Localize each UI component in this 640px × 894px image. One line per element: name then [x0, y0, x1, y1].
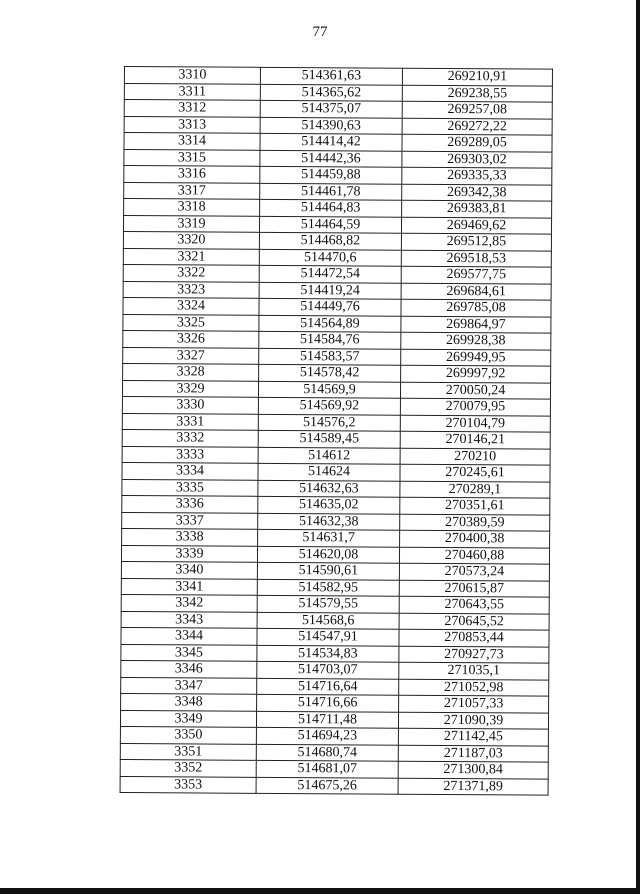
x-coordinate-cell: 514632,38 — [258, 513, 400, 530]
point-number-cell: 3334 — [122, 462, 258, 479]
y-coordinate-cell: 269257,08 — [402, 101, 552, 118]
y-coordinate-cell: 271300,84 — [398, 761, 548, 778]
point-number-cell: 3337 — [122, 512, 258, 529]
x-coordinate-cell: 514694,23 — [256, 727, 398, 744]
table-row — [121, 545, 549, 564]
x-coordinate-cell: 514711,48 — [256, 711, 398, 728]
table-row — [124, 67, 552, 86]
point-number-cell: 3329 — [122, 380, 258, 397]
table-row — [124, 199, 552, 218]
x-coordinate-cell: 514361,63 — [260, 67, 402, 84]
table-row — [122, 512, 550, 531]
y-coordinate-cell: 270400,38 — [400, 530, 550, 547]
point-number-cell: 3352 — [120, 759, 256, 776]
x-coordinate-cell: 514716,64 — [257, 678, 399, 695]
y-coordinate-cell: 271035,1 — [399, 662, 549, 679]
x-coordinate-cell: 514390,63 — [260, 117, 402, 134]
x-coordinate-cell: 514716,66 — [257, 694, 399, 711]
y-coordinate-cell: 269342,38 — [402, 184, 552, 201]
scan-edge-right — [636, 0, 640, 894]
y-coordinate-cell: 270146,21 — [400, 431, 550, 448]
y-coordinate-cell: 269997,92 — [401, 365, 551, 382]
y-coordinate-cell: 271057,33 — [399, 695, 549, 712]
x-coordinate-cell: 514442,36 — [260, 150, 402, 167]
point-number-cell: 3348 — [121, 693, 257, 710]
y-coordinate-cell: 270079,95 — [400, 398, 550, 415]
x-coordinate-cell: 514635,02 — [258, 496, 400, 513]
y-coordinate-cell: 269383,81 — [402, 200, 552, 217]
table-row — [121, 578, 549, 597]
y-coordinate-cell: 269335,33 — [402, 167, 552, 184]
table-row — [122, 479, 550, 498]
y-coordinate-cell: 270289,1 — [400, 481, 550, 498]
x-coordinate-cell: 514375,07 — [260, 100, 402, 117]
table-row — [122, 495, 550, 514]
x-coordinate-cell: 514703,07 — [257, 661, 399, 678]
table-row — [120, 710, 548, 729]
y-coordinate-cell: 270050,24 — [400, 382, 550, 399]
y-coordinate-cell: 271052,98 — [399, 679, 549, 696]
x-coordinate-cell: 514583,57 — [259, 348, 401, 365]
x-coordinate-cell: 514680,74 — [256, 744, 398, 761]
x-coordinate-cell: 514569,92 — [258, 397, 400, 414]
point-number-cell: 3340 — [121, 561, 257, 578]
table-row — [122, 413, 550, 432]
table-row — [121, 594, 549, 613]
x-coordinate-cell: 514470,6 — [259, 249, 401, 266]
point-number-cell: 3335 — [122, 479, 258, 496]
table-row — [123, 314, 551, 333]
y-coordinate-cell: 269238,55 — [402, 85, 552, 102]
y-coordinate-cell: 270351,61 — [400, 497, 550, 514]
point-number-cell: 3344 — [121, 627, 257, 644]
y-coordinate-cell: 270245,61 — [400, 464, 550, 481]
table-row — [123, 347, 551, 366]
table-row — [124, 83, 552, 102]
y-coordinate-cell: 269684,61 — [401, 283, 551, 300]
table-row — [123, 363, 551, 382]
x-coordinate-cell: 514579,55 — [257, 595, 399, 612]
point-number-cell: 3328 — [123, 363, 259, 380]
x-coordinate-cell: 514564,89 — [259, 315, 401, 332]
table-row — [120, 743, 548, 762]
table-row — [123, 248, 551, 267]
point-number-cell: 3312 — [124, 100, 260, 117]
x-coordinate-cell: 514449,76 — [259, 298, 401, 315]
x-coordinate-cell: 514681,07 — [256, 760, 398, 777]
point-number-cell: 3345 — [121, 644, 257, 661]
x-coordinate-cell: 514582,95 — [257, 579, 399, 596]
x-coordinate-cell: 514589,45 — [258, 430, 400, 447]
y-coordinate-cell: 269512,85 — [401, 233, 551, 250]
point-number-cell: 3346 — [121, 660, 257, 677]
point-number-cell: 3314 — [124, 133, 260, 150]
point-number-cell: 3349 — [120, 710, 256, 727]
point-number-cell: 3323 — [123, 281, 259, 298]
x-coordinate-cell: 514459,88 — [260, 166, 402, 183]
table-row — [121, 611, 549, 630]
x-coordinate-cell: 514620,08 — [257, 546, 399, 563]
y-coordinate-cell: 271142,45 — [398, 728, 548, 745]
y-coordinate-cell: 270643,55 — [399, 596, 549, 613]
x-coordinate-cell: 514576,2 — [258, 414, 400, 431]
point-number-cell: 3320 — [123, 231, 259, 248]
x-coordinate-cell: 514578,42 — [259, 364, 401, 381]
y-coordinate-cell: 269928,38 — [401, 332, 551, 349]
point-number-cell: 3326 — [123, 330, 259, 347]
x-coordinate-cell: 514675,26 — [256, 777, 398, 794]
y-coordinate-cell: 270104,79 — [400, 415, 550, 432]
y-coordinate-cell: 270389,59 — [400, 514, 550, 531]
x-coordinate-cell: 514464,59 — [259, 216, 401, 233]
point-number-cell: 3325 — [123, 314, 259, 331]
table-row — [124, 100, 552, 119]
point-number-cell: 3341 — [121, 578, 257, 595]
y-coordinate-cell: 269949,95 — [401, 349, 551, 366]
table-row — [122, 528, 550, 547]
point-number-cell: 3310 — [124, 67, 260, 84]
point-number-cell: 3322 — [123, 264, 259, 281]
table-row — [124, 182, 552, 201]
x-coordinate-cell: 514631,7 — [258, 529, 400, 546]
x-coordinate-cell: 514534,83 — [257, 645, 399, 662]
table-row — [123, 281, 551, 300]
coordinates-table — [120, 66, 553, 796]
table-row — [123, 215, 551, 234]
table-row — [121, 627, 549, 646]
x-coordinate-cell: 514632,63 — [258, 480, 400, 497]
point-number-cell: 3342 — [121, 594, 257, 611]
x-coordinate-cell: 514365,62 — [260, 84, 402, 101]
y-coordinate-cell: 270573,24 — [399, 563, 549, 580]
y-coordinate-cell: 270645,52 — [399, 613, 549, 630]
y-coordinate-cell: 269469,62 — [401, 217, 551, 234]
x-coordinate-cell: 514461,78 — [260, 183, 402, 200]
scan-edge-bottom — [0, 888, 640, 894]
table-row — [122, 446, 550, 465]
point-number-cell: 3347 — [121, 677, 257, 694]
table-row — [123, 297, 551, 316]
y-coordinate-cell: 269785,08 — [401, 299, 551, 316]
y-coordinate-cell: 269864,97 — [401, 316, 551, 333]
point-number-cell: 3313 — [124, 116, 260, 133]
point-number-cell: 3311 — [124, 83, 260, 100]
x-coordinate-cell: 514584,76 — [259, 331, 401, 348]
table-row — [121, 660, 549, 679]
table-row — [124, 166, 552, 185]
point-number-cell: 3343 — [121, 611, 257, 628]
y-coordinate-cell: 269289,05 — [402, 134, 552, 151]
table-row — [120, 759, 548, 778]
x-coordinate-cell: 514569,9 — [258, 381, 400, 398]
y-coordinate-cell: 270927,73 — [399, 646, 549, 663]
page-number: 77 — [312, 24, 328, 40]
table-row — [122, 396, 550, 415]
table-row — [122, 462, 550, 481]
table-row — [123, 330, 551, 349]
point-number-cell: 3315 — [124, 149, 260, 166]
table-row — [122, 429, 550, 448]
point-number-cell: 3319 — [123, 215, 259, 232]
x-coordinate-cell: 514419,24 — [259, 282, 401, 299]
x-coordinate-cell: 514414,42 — [260, 133, 402, 150]
y-coordinate-cell: 269210,91 — [402, 68, 552, 85]
y-coordinate-cell: 269272,22 — [402, 118, 552, 135]
point-number-cell: 3333 — [122, 446, 258, 463]
y-coordinate-cell: 270615,87 — [399, 580, 549, 597]
table-row — [124, 133, 552, 152]
y-coordinate-cell: 269303,02 — [402, 151, 552, 168]
table-row — [121, 644, 549, 663]
table-row — [124, 149, 552, 168]
table-body — [120, 67, 552, 796]
x-coordinate-cell: 514472,54 — [259, 265, 401, 282]
table-row — [124, 116, 552, 135]
point-number-cell: 3330 — [122, 396, 258, 413]
y-coordinate-cell: 271187,03 — [398, 745, 548, 762]
x-coordinate-cell: 514568,6 — [257, 612, 399, 629]
point-number-cell: 3351 — [120, 743, 256, 760]
table-row — [121, 677, 549, 696]
x-coordinate-cell: 514464,83 — [260, 199, 402, 216]
point-number-cell: 3318 — [124, 199, 260, 216]
table-row — [120, 726, 548, 745]
x-coordinate-cell: 514468,82 — [259, 232, 401, 249]
y-coordinate-cell: 271371,89 — [398, 778, 548, 795]
point-number-cell: 3336 — [122, 495, 258, 512]
y-coordinate-cell: 270210 — [400, 448, 550, 465]
table-row — [120, 776, 548, 795]
y-coordinate-cell: 270853,44 — [399, 629, 549, 646]
table-row — [121, 561, 549, 580]
point-number-cell: 3324 — [123, 297, 259, 314]
point-number-cell: 3332 — [122, 429, 258, 446]
x-coordinate-cell: 514612 — [258, 447, 400, 464]
y-coordinate-cell: 269518,53 — [401, 250, 551, 267]
x-coordinate-cell: 514624 — [258, 463, 400, 480]
point-number-cell: 3339 — [121, 545, 257, 562]
point-number-cell: 3316 — [124, 166, 260, 183]
x-coordinate-cell: 514590,61 — [257, 562, 399, 579]
point-number-cell: 3321 — [123, 248, 259, 265]
y-coordinate-cell: 270460,88 — [399, 547, 549, 564]
table-row — [122, 380, 550, 399]
y-coordinate-cell: 269577,75 — [401, 266, 551, 283]
point-number-cell: 3327 — [123, 347, 259, 364]
point-number-cell: 3331 — [122, 413, 258, 430]
point-number-cell: 3350 — [120, 726, 256, 743]
y-coordinate-cell: 271090,39 — [398, 712, 548, 729]
point-number-cell: 3353 — [120, 776, 256, 793]
table-row — [121, 693, 549, 712]
x-coordinate-cell: 514547,91 — [257, 628, 399, 645]
point-number-cell: 3317 — [124, 182, 260, 199]
table-row — [123, 231, 551, 250]
point-number-cell: 3338 — [122, 528, 258, 545]
table-row — [123, 264, 551, 283]
